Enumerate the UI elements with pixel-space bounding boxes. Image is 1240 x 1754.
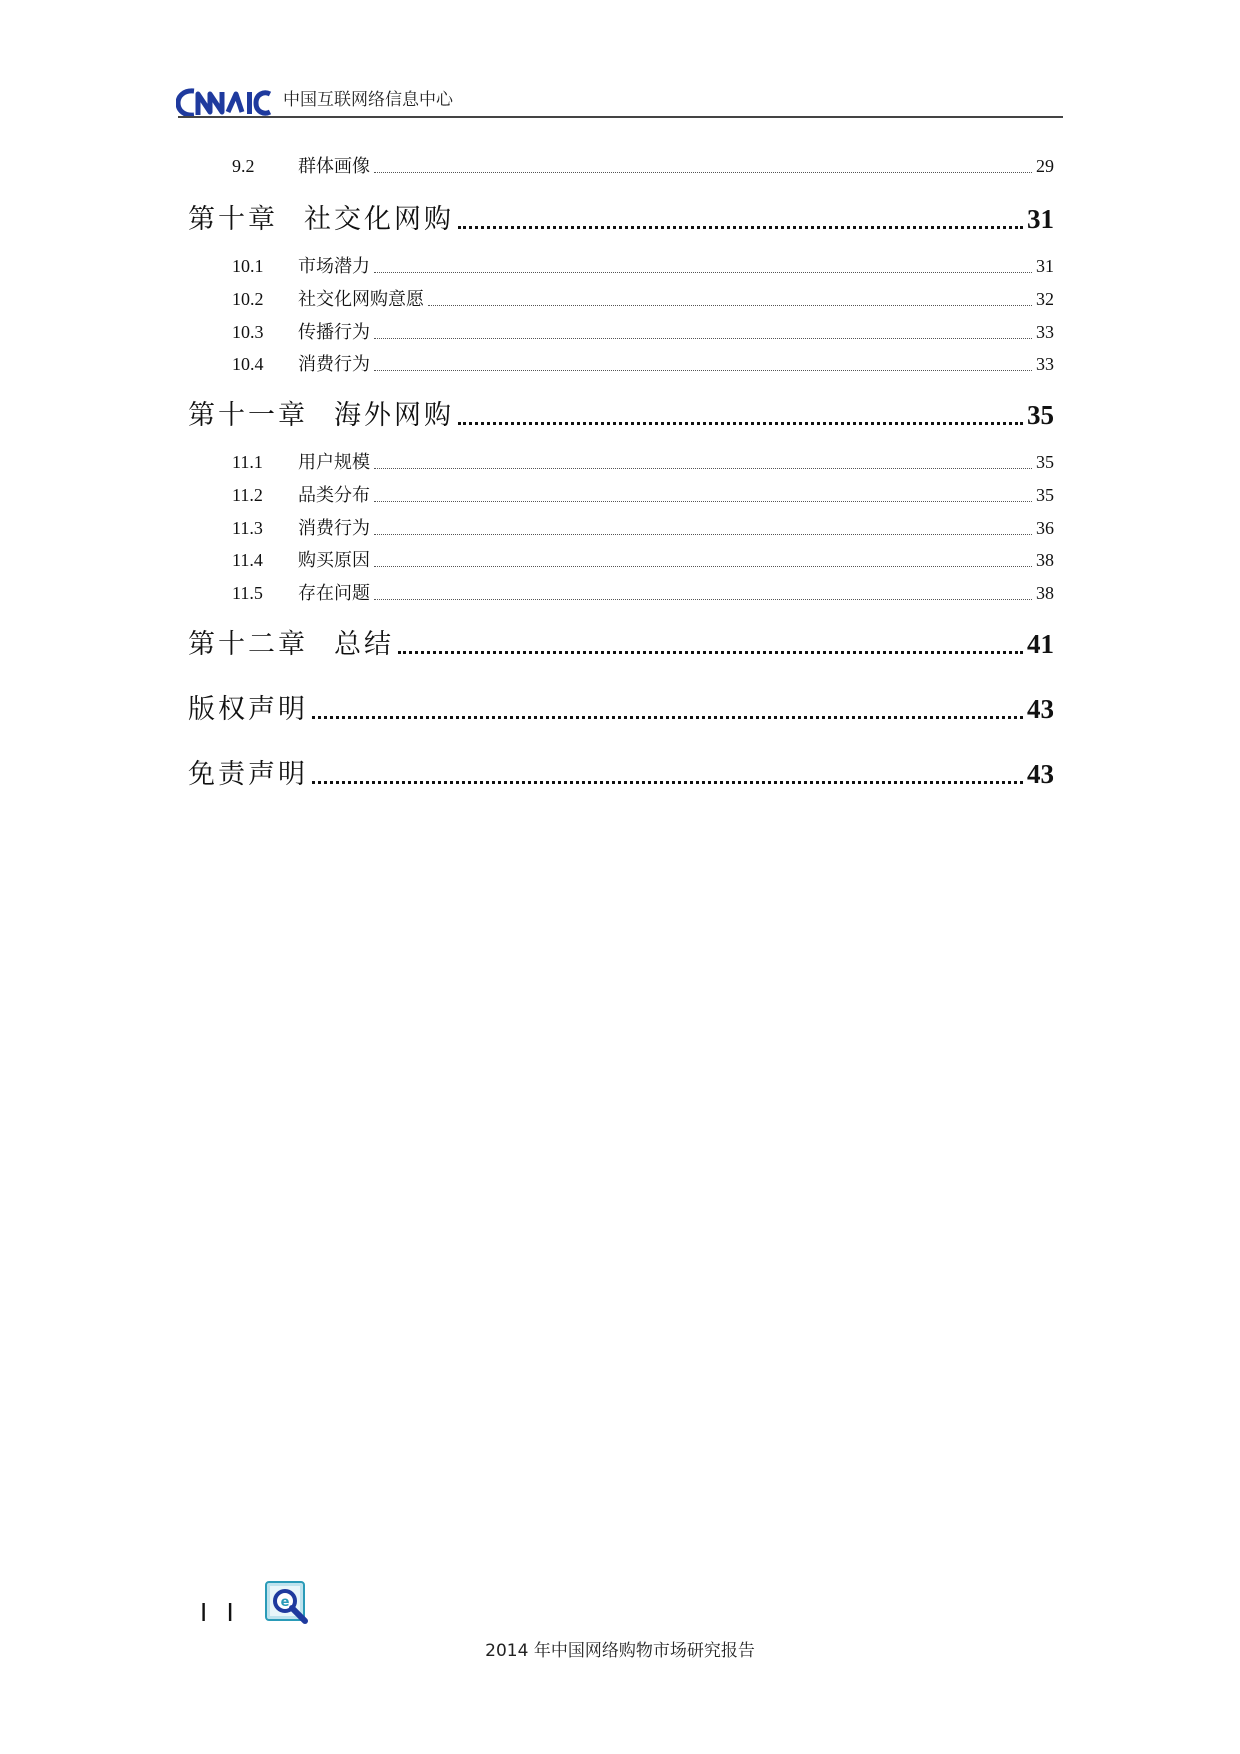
toc-leader: [374, 467, 1032, 469]
toc-entry-number: 11.2: [232, 485, 263, 505]
toc-entry-title: 存在问题: [298, 583, 370, 604]
toc-entry[interactable]: [232, 481, 1054, 507]
toc-leader: [312, 715, 1023, 719]
toc-chapter-number: 第十章: [188, 204, 278, 235]
toc-chapter-page: 43: [1027, 759, 1054, 789]
toc-entry[interactable]: [232, 546, 1054, 572]
toc-leader: [428, 304, 1032, 306]
toc-leader: [374, 500, 1032, 502]
toc-leader: [374, 598, 1032, 600]
toc-entry-number: 10.3: [232, 322, 264, 342]
toc-chapter-title: 社交化网购: [304, 204, 454, 235]
toc-leader: [374, 271, 1032, 273]
toc-leader: [458, 421, 1023, 425]
toc-chapter-title: 总结: [334, 629, 394, 660]
toc-entry-number: 10.2: [232, 289, 264, 309]
toc-entry-title: 市场潜力: [298, 256, 370, 277]
toc-chapter-page: 41: [1027, 629, 1054, 659]
toc-entry[interactable]: [232, 152, 1054, 178]
toc-entry[interactable]: [232, 252, 1054, 278]
toc-entry-number: 10.1: [232, 256, 264, 276]
toc-chapter-page: 35: [1027, 400, 1054, 430]
toc-chapter-page: 43: [1027, 694, 1054, 724]
cnnic-logo: [176, 86, 272, 120]
toc-entry-number: 10.4: [232, 354, 264, 374]
toc-entry-page: 38: [1036, 550, 1054, 570]
toc-chapter-title: 免责声明: [188, 759, 308, 790]
toc-entry-number: 9.2: [232, 156, 255, 176]
toc-chapter[interactable]: [188, 197, 1054, 237]
toc-chapter[interactable]: [188, 622, 1054, 662]
svg-text:e: e: [280, 1595, 290, 1610]
toc-chapter-number: 第十一章: [188, 400, 308, 431]
toc-entry-title: 传播行为: [298, 322, 370, 343]
toc-entry-number: 11.3: [232, 518, 263, 538]
toc-entry[interactable]: [232, 579, 1054, 605]
toc-copyright[interactable]: [188, 687, 1054, 727]
toc-leader: [312, 780, 1023, 784]
toc-leader: [458, 225, 1023, 229]
toc-entry-page: 29: [1036, 156, 1054, 176]
toc-entry-page: 31: [1036, 256, 1054, 276]
toc-leader: [374, 533, 1032, 535]
toc-entry[interactable]: [232, 318, 1054, 344]
toc-entry-page: 33: [1036, 322, 1054, 342]
toc-entry-number: 11.1: [232, 452, 263, 472]
toc-leader: [374, 171, 1032, 173]
toc-entry[interactable]: [232, 448, 1054, 474]
toc-entry[interactable]: [232, 514, 1054, 540]
toc-disclaimer[interactable]: [188, 752, 1054, 792]
header-divider: [178, 116, 1063, 118]
toc-entry-page: 32: [1036, 289, 1054, 309]
toc-entry-page: 33: [1036, 354, 1054, 374]
toc-entry-number: 11.4: [232, 550, 263, 570]
toc-entry-title: 用户规模: [298, 452, 370, 473]
toc-entry-number: 11.5: [232, 583, 263, 603]
magnifier-logo-icon: [264, 1580, 310, 1626]
toc-entry-page: 35: [1036, 452, 1054, 472]
toc-leader: [374, 565, 1032, 567]
toc-leader: [398, 650, 1023, 654]
toc-chapter-number: 第十二章: [188, 629, 308, 660]
toc-entry-title: 消费行为: [298, 518, 370, 539]
toc-chapter-title: 版权声明: [188, 694, 308, 725]
toc-chapter[interactable]: [188, 393, 1054, 433]
toc-entry-title: 购买原因: [298, 550, 370, 571]
toc-entry[interactable]: [232, 285, 1054, 311]
toc-entry-page: 35: [1036, 485, 1054, 505]
toc-leader: [374, 369, 1032, 371]
header-org-name: 中国互联网络信息中心: [283, 90, 453, 110]
toc-entry-title: 消费行为: [298, 354, 370, 375]
toc-entry-title: 群体画像: [298, 156, 370, 177]
toc-chapter-title: 海外网购: [334, 400, 454, 431]
toc-chapter-page: 31: [1027, 204, 1054, 234]
page-number: I I: [200, 1597, 240, 1627]
report-title: 2014 年中国网络购物市场研究报告: [485, 1641, 755, 1661]
toc-entry-title: 品类分布: [298, 485, 370, 506]
toc-entry-page: 38: [1036, 583, 1054, 603]
toc-leader: [374, 337, 1032, 339]
toc-entry-page: 36: [1036, 518, 1054, 538]
toc-entry[interactable]: [232, 350, 1054, 376]
toc-entry-title: 社交化网购意愿: [298, 289, 424, 310]
